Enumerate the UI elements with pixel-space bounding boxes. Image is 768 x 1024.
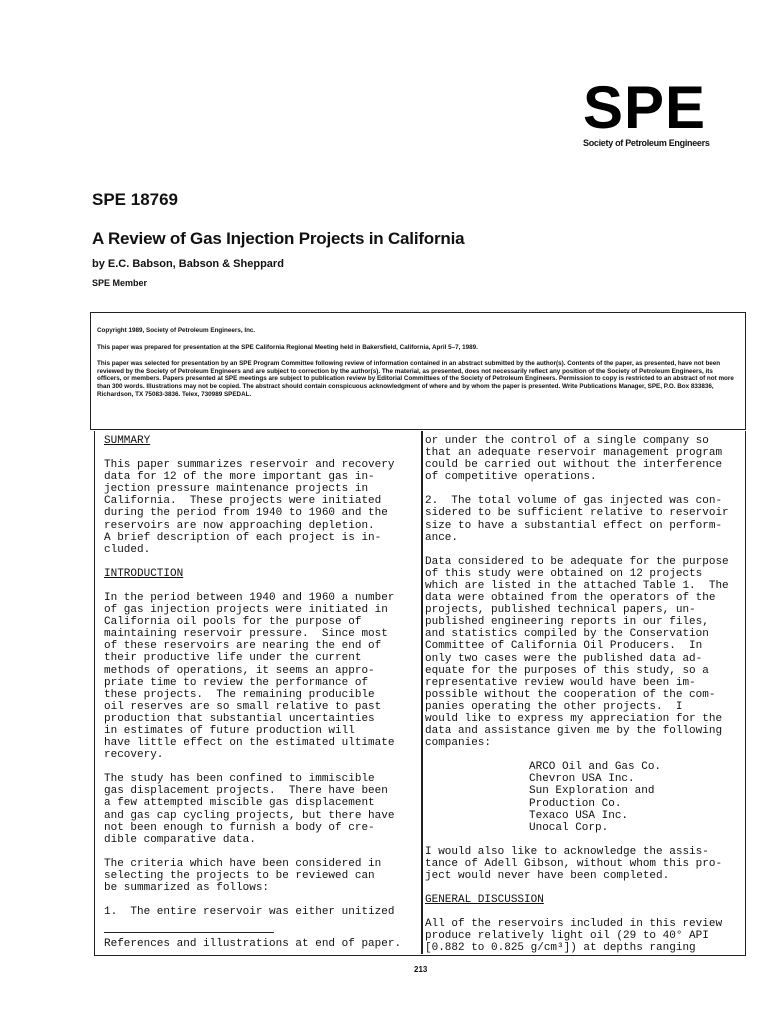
two-column-body xyxy=(94,431,746,956)
spe-logo xyxy=(583,74,733,148)
logo-mark: SPE xyxy=(583,74,707,141)
footnote: References and illustrations at end of paper. xyxy=(104,938,402,950)
criteria-item-1: 1. The entire reservoir was either unitized xyxy=(104,906,395,919)
footnote-rule xyxy=(104,932,274,933)
list-item: Production Co. xyxy=(529,797,622,810)
list-item: Sun Exploration and xyxy=(529,785,655,798)
author-byline: by E.C. Babson, Babson & Sheppard xyxy=(92,258,284,270)
introduction-heading: INTRODUCTION xyxy=(104,567,184,580)
criteria-paragraph: The criteria which have been considered in selecting the projects to be reviewed can be summarized as follows: xyxy=(104,857,382,894)
list-item: Texaco USA Inc. xyxy=(529,809,629,822)
paper-title: A Review of Gas Injection Projects in California xyxy=(92,229,465,248)
copyright-notice-box xyxy=(90,312,746,430)
prepared-line: This paper was prepared for presentation at the SPE California Regional Meeting held in Bakersfield, California, April 5–7, 1989. xyxy=(97,343,478,351)
list-item: Chevron USA Inc. xyxy=(529,773,635,786)
introduction-paragraph: In the period between 1940 and 1960 a number of gas injection projects were initiated in California oil pools for the purpose of maintaining reservoir pressure. Since most of these reservoirs are nearing the end of their productive life under the current methods of operations, it seems an appro- priate time to review the performance of these projects. The remaining producible oil reserves are so small relative to past production that substantial uncertainties in estimates of future production will have little effect on the estimated ultimate recovery. xyxy=(104,591,395,762)
data-sources-paragraph: Data considered to be adequate for the purpose of this study were obtained on 12 projects which are listed in the attached Table 1. The data were obtained from the operators of the projects, published technical papers, un- published engineering reports in our files, and statistics compiled by the Conservation Committee of California Oil Producers. In only two cases were the published data ad- equate for the purposes of this study, so a representative review would have been im- possible without the cooperation of the com- panies operating the other projects. I would like to express my appreciation for the data and assistance given me by the following companies: xyxy=(425,555,729,750)
summary-heading: SUMMARY xyxy=(104,435,151,447)
general-discussion-paragraph: All of the reservoirs included in this review produce relatively light oil (29 to 40° API [0.882 to 0.825 g/cm³]) at depths ranging xyxy=(425,918,723,955)
summary-paragraph: This paper summarizes reservoir and recovery data for 12 of the more important gas in- jection pressure maintenance projects in California. These projects were initiated during the period from 1940 to 1960 and the reservoirs are now approaching depletion. A brief description of each project is in- cluded. xyxy=(104,459,395,556)
criteria-item-1-continued: or under the control of a single company so that an adequate reservoir management program could be carried out without the interference of competitive operations. xyxy=(425,435,723,484)
page-number: 213 xyxy=(414,965,428,974)
paper-id: SPE 18769 xyxy=(92,190,179,209)
company-list xyxy=(425,761,745,834)
copyright-line: Copyright 1989, Society of Petroleum Engineers, Inc. xyxy=(97,327,256,334)
criteria-item-2: 2. The total volume of gas injected was con- sidered to be sufficient relative to reservoir size to have a substantial effect on perform- ance. xyxy=(425,495,729,544)
general-discussion-heading: GENERAL DISCUSSION xyxy=(425,894,544,907)
list-item: ARCO Oil and Gas Co. xyxy=(529,761,662,774)
acknowledgment-paragraph: I would also like to acknowledge the assis- tance of Adell Gibson, without whom this pro- ject would never have been completed. xyxy=(425,845,723,882)
member-note: SPE Member xyxy=(92,278,148,288)
list-item: Unocal Corp. xyxy=(529,821,609,834)
study-paragraph: The study has been confined to immiscible gas displacement projects. There have been a few attempted miscible gas displacement and gas cap cycling projects, but there have not been enough to furnish a body of cre- dible comparative data. xyxy=(104,773,395,846)
logo-subtitle: Society of Petroleum Engineers xyxy=(583,138,710,148)
left-column xyxy=(104,435,416,918)
selection-paragraph: This paper was selected for presentation by an SPE Program Committee following review of information contained in an abstract submitted by the author(s). Contents of the paper, as presented, have not been reviewed by the Society of Petroleum Engineers and are subject to correction by the author(s). The material, as presented, does not necessarily reflect any position of the Society of Petroleum Engineers, its officers, or members. Papers presented at SPE meetings are subject to publication review by Editorial Committees of the Society of Petroleum Engineers. Permission to copy is restricted to an abstract of not more than 300 words. Illustrations may not be copied. The abstract should contain conspicuous acknowledgment of where and by whom the paper is presented. Write Publications Manager, SPE, P.O. Box 833836, Richardson, TX 75083-3836. Telex, 730989 SPEDAL. xyxy=(97,360,734,398)
column-divider xyxy=(421,431,423,954)
right-column xyxy=(425,435,745,954)
